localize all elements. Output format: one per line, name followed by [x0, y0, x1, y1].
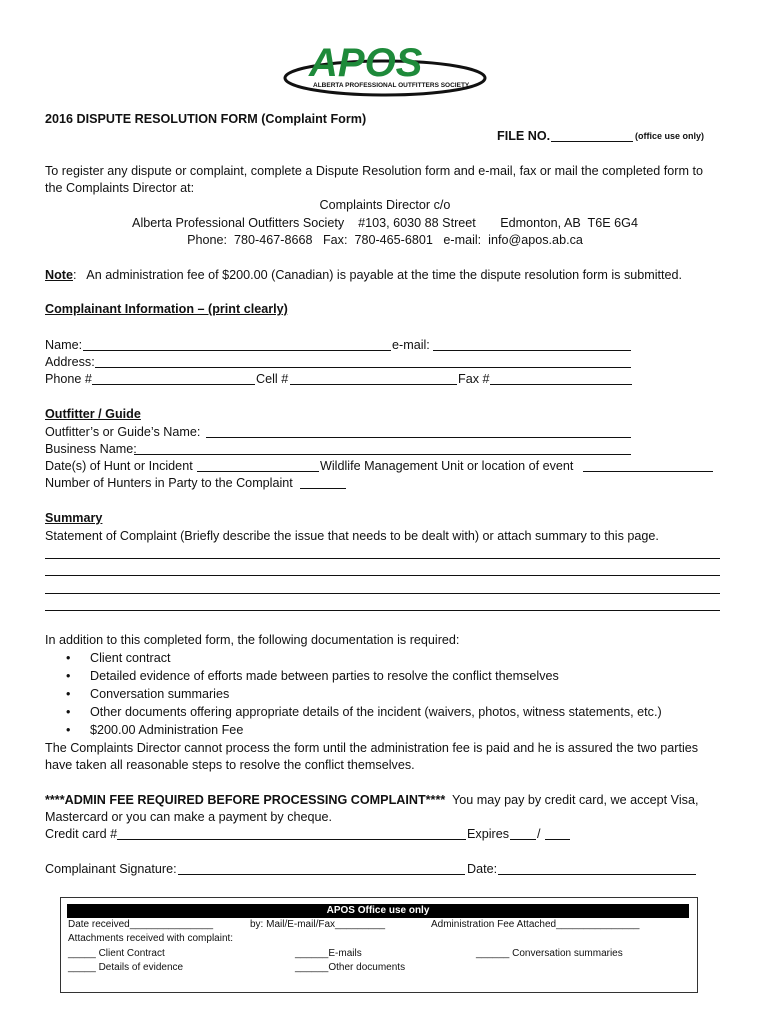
- fax-field[interactable]: [490, 384, 632, 385]
- docs-closing-2: have taken all reasonable steps to resolve the conflict themselves.: [45, 758, 415, 772]
- outfitter-heading: Outfitter / Guide: [45, 407, 141, 421]
- admin-fee-required: ****ADMIN FEE REQUIRED BEFORE PROCESSING COMPLAINT****: [45, 793, 446, 807]
- svg-text:ALBERTA PROFESSIONAL OUTFITTER: ALBERTA PROFESSIONAL OUTFITTERS SOCIETY: [313, 82, 470, 89]
- credit-card-field[interactable]: [117, 839, 466, 840]
- hunt-date-label: Date(s) of Hunt or Incident: [45, 459, 193, 473]
- intro-line-1: To register any dispute or complaint, complete a Dispute Resolution form and e-mail, fax or mail the completed form to: [45, 164, 703, 178]
- office-other-documents: ______Other documents: [295, 962, 406, 973]
- phone-field[interactable]: [92, 384, 255, 385]
- address-field[interactable]: [95, 367, 631, 368]
- intro-line-2: the Complaints Director at:: [45, 181, 195, 195]
- cell-label: Cell #: [256, 372, 289, 386]
- docs-item: • Conversation summaries: [90, 686, 229, 703]
- summary-line[interactable]: [45, 575, 720, 576]
- hunters-count-field[interactable]: [300, 488, 346, 489]
- email-label: e-mail:: [392, 338, 430, 352]
- office-emails: ______E-mails: [295, 948, 362, 959]
- address-line-2: Alberta Professional Outfitters Society #103, 6030 88 Street Edmonton, AB T6E 6G4: [132, 216, 638, 230]
- docs-item: • Client contract: [90, 650, 171, 667]
- email-field[interactable]: [433, 350, 631, 351]
- docs-item: • Detailed evidence of efforts made between parties to resolve the conflict themselves: [90, 668, 559, 685]
- office-fee-attached: Administration Fee Attached_______________: [431, 919, 640, 930]
- complainant-heading: Complainant Information – (print clearly): [45, 302, 288, 316]
- phone-label: Phone #: [45, 372, 92, 386]
- signature-date-label: Date:: [467, 862, 498, 876]
- office-details-of-evidence: _____ Details of evidence: [68, 962, 184, 973]
- signature-field[interactable]: [178, 874, 465, 875]
- file-no-label: FILE NO.: [497, 129, 551, 143]
- name-field[interactable]: [83, 350, 391, 351]
- expires-label: Expires: [467, 827, 509, 841]
- summary-heading: Summary: [45, 511, 103, 525]
- summary-statement: Statement of Complaint (Briefly describe the issue that needs to be dealt with) or attach summary to this page.: [45, 529, 659, 543]
- hunters-count-label: Number of Hunters in Party to the Complaint: [45, 476, 293, 490]
- payment-line-1: [45, 792, 698, 809]
- office-use-header: APOS Office use only: [67, 904, 689, 918]
- docs-item: • $200.00 Administration Fee: [90, 722, 243, 739]
- name-label: Name:: [45, 338, 83, 352]
- office-conversation-summaries: ______ Conversation summaries: [476, 948, 623, 959]
- fax-label: Fax #: [458, 372, 490, 386]
- address-line-3: Phone: 780-467-8668 Fax: 780-465-6801 e-mail: info@apos.ab.ca: [187, 233, 583, 247]
- business-name-field[interactable]: [134, 454, 631, 455]
- file-no-note: (office use only): [635, 131, 705, 141]
- form-title: 2016 DISPUTE RESOLUTION FORM (Complaint Form): [45, 112, 367, 126]
- apos-logo: [283, 40, 488, 100]
- signature-label: Complainant Signature:: [45, 862, 177, 876]
- summary-line[interactable]: [45, 558, 720, 559]
- docs-intro: In addition to this completed form, the following documentation is required:: [45, 633, 460, 647]
- hunt-date-field[interactable]: [197, 471, 319, 472]
- docs-item: • Other documents offering appropriate details of the incident (waivers, photos, witness statements, etc.): [90, 704, 662, 721]
- outfitter-name-field[interactable]: [206, 437, 631, 438]
- note-text: : An administration fee of $200.00 (Canadian) is payable at the time the dispute resolution form is submitted.: [73, 268, 683, 282]
- file-no-field[interactable]: [551, 141, 633, 142]
- note-paragraph: [45, 267, 682, 284]
- svg-text:APOS: APOS: [309, 41, 423, 85]
- outfitter-name-label: Outfitter’s or Guide’s Name:: [45, 425, 201, 439]
- docs-closing-1: The Complaints Director cannot process the form until the administration fee is paid and he is assured the two parties: [45, 741, 699, 755]
- payment-text-1: You may pay by credit card, we accept Visa,: [445, 793, 699, 807]
- summary-line[interactable]: [45, 610, 720, 611]
- expiry-month-field[interactable]: [510, 839, 536, 840]
- note-label: Note: [45, 268, 73, 282]
- address-label: Address:: [45, 355, 95, 369]
- cell-field[interactable]: [290, 384, 457, 385]
- address-line-1: Complaints Director c/o: [319, 198, 451, 212]
- summary-line[interactable]: [45, 593, 720, 594]
- office-client-contract: _____ Client Contract: [68, 948, 165, 959]
- signature-date-field[interactable]: [498, 874, 696, 875]
- office-date-received: Date received_______________: [68, 919, 214, 930]
- business-name-label: Business Name:: [45, 442, 137, 456]
- payment-line-2: Mastercard or you can make a payment by cheque.: [45, 810, 333, 824]
- credit-card-label: Credit card #: [45, 827, 118, 841]
- expiry-slash: /: [537, 827, 541, 841]
- office-attachments-label: Attachments received with complaint:: [68, 933, 234, 944]
- wmu-field[interactable]: [583, 471, 713, 472]
- office-received-by: by: Mail/E-mail/Fax_________: [250, 919, 386, 930]
- wmu-label: Wildlife Management Unit or location of event: [320, 459, 574, 473]
- expiry-year-field[interactable]: [545, 839, 570, 840]
